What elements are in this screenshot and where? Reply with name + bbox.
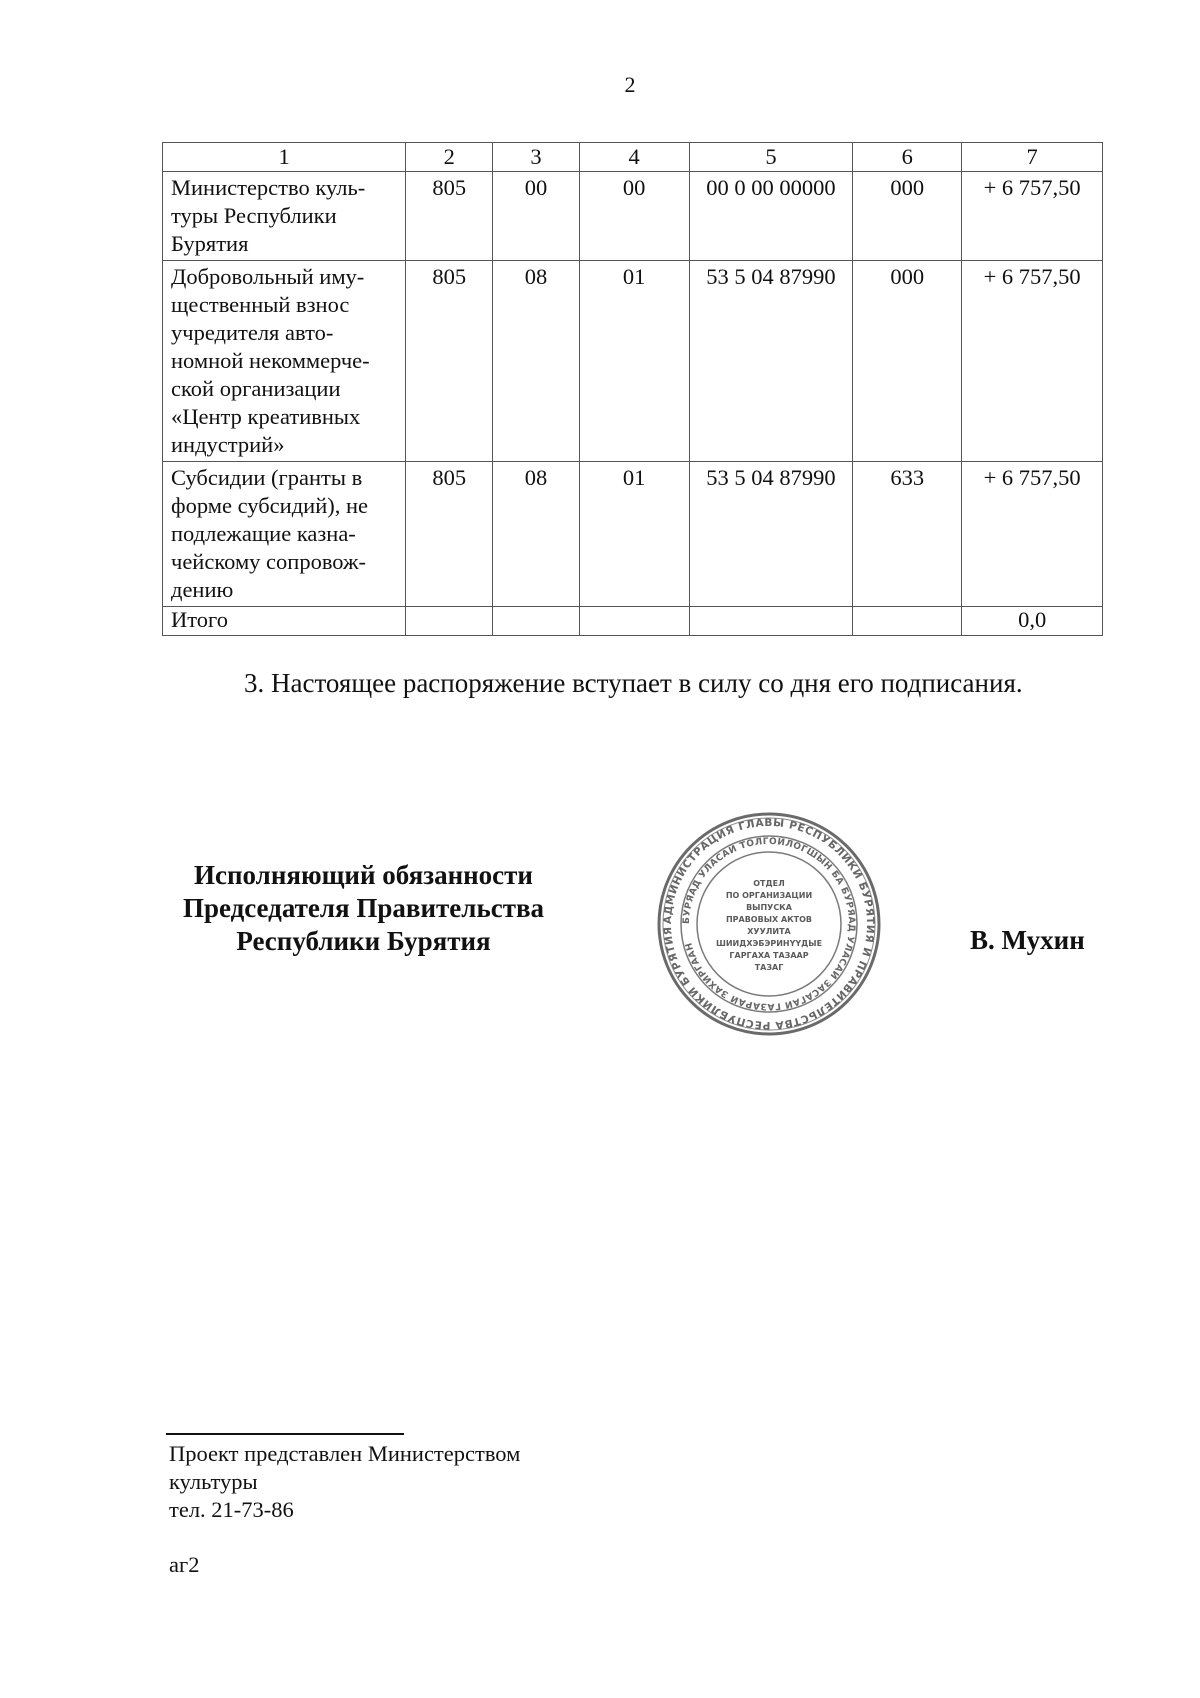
footnote-line: Проект представлен Министерством xyxy=(169,1441,521,1466)
stamp-center-line: ШИИДХЭБЭРИНҮҮДЫЕ xyxy=(715,939,823,948)
row-name-line: Министерство куль- xyxy=(171,175,366,200)
column-header: 7 xyxy=(962,143,1103,172)
table-total-row xyxy=(163,607,1103,636)
row-name-line: ской организации xyxy=(171,376,341,401)
empty-cell xyxy=(493,607,579,636)
row-name-cell xyxy=(163,172,406,261)
stamp-inner-text: БУРЯАД УЛАСАЙ ТОЛГОЙЛОГШЫН БА БУРЯАД УЛАСАЙ ЗАСАГАЙ ГАЗАРАЙ ЗАХИРГААН xyxy=(681,836,857,1012)
row-name-line: Добровольный иму- xyxy=(171,264,365,289)
target-article-cell: 53 5 04 87990 xyxy=(689,462,853,607)
column-header: 2 xyxy=(406,143,493,172)
clause-3-text: 3. Настоящее распоряжение вступает в силу со дня его подписания. xyxy=(244,668,1023,698)
footnote-line: культуры xyxy=(169,1469,258,1494)
ministry-code-cell: 805 xyxy=(406,261,493,462)
row-name-line: индустрий» xyxy=(171,432,285,457)
footnote-divider xyxy=(166,1433,404,1435)
amount-cell: + 6 757,50 xyxy=(962,462,1103,607)
stamp-center-line: ПО ОРГАНИЗАЦИИ xyxy=(725,891,813,900)
expense-type-cell: 000 xyxy=(853,172,962,261)
page-number: 2 xyxy=(624,72,636,97)
column-header: 3 xyxy=(493,143,579,172)
position-line: Республики Бурятия xyxy=(236,926,491,956)
row-name-line: Бурятия xyxy=(171,231,249,256)
stamp-center-line: ПРАВОВЫХ АКТОВ xyxy=(725,915,813,924)
row-name-cell xyxy=(163,462,406,607)
row-name-line: учредителя авто- xyxy=(171,320,334,345)
column-header: 1 xyxy=(163,143,406,172)
column-header: 6 xyxy=(853,143,962,172)
stamp-center-line: ВЫПУСКА xyxy=(746,903,792,912)
target-article-cell: 53 5 04 87990 xyxy=(689,261,853,462)
signer-name: В. Мухин xyxy=(970,925,1085,955)
row-name-cell xyxy=(163,261,406,462)
section-cell: 08 xyxy=(493,261,579,462)
stamp-center-line: ТАЗАГ xyxy=(754,963,784,972)
subsection-cell: 01 xyxy=(579,261,689,462)
amount-cell: + 6 757,50 xyxy=(962,172,1103,261)
empty-cell xyxy=(406,607,493,636)
stamp-center-line: ОТДЕЛ xyxy=(753,879,785,888)
row-name-line: номной некоммерче- xyxy=(171,348,370,373)
stamp-center-line: ГАРГАХА ТАЗААР xyxy=(729,951,809,960)
row-name-line: «Центр креативных xyxy=(171,404,361,429)
column-header: 4 xyxy=(579,143,689,172)
row-name-line: туры Республики xyxy=(171,203,337,228)
empty-cell xyxy=(579,607,689,636)
table-row xyxy=(163,462,1103,607)
ministry-code-cell: 805 xyxy=(406,172,493,261)
stamp-outer-text: АДМИНИСТРАЦИЯ ГЛАВЫ РЕСПУБЛИКИ БУРЯТИЯ И ПРАВИТЕЛЬСТВА РЕСПУБЛИКИ БУРЯТИЯ xyxy=(661,816,877,1032)
row-name-line: чейскому сопровож- xyxy=(171,549,367,574)
stamp-center-line: ХУУЛИТА xyxy=(747,927,791,936)
row-name-line: подлежащие казна- xyxy=(171,521,356,546)
amount-cell: + 6 757,50 xyxy=(962,261,1103,462)
svg-text:АДМИНИСТРАЦИЯ ГЛАВЫ РЕСПУБЛИКИ xyxy=(662,817,876,1031)
signatory-position xyxy=(166,859,561,958)
target-article-cell: 00 0 00 00000 xyxy=(689,172,853,261)
total-label-cell: Итого xyxy=(163,607,406,636)
empty-cell xyxy=(853,607,962,636)
ministry-code-cell: 805 xyxy=(406,462,493,607)
table-header-row xyxy=(163,143,1103,172)
table-row xyxy=(163,172,1103,261)
empty-cell xyxy=(689,607,853,636)
row-name-line: щественный взнос xyxy=(171,292,350,317)
subsection-cell: 00 xyxy=(579,172,689,261)
budget-table xyxy=(162,142,1103,636)
position-line: Исполняющий обязанности xyxy=(194,860,533,890)
total-value-cell: 0,0 xyxy=(962,607,1103,636)
expense-type-cell: 000 xyxy=(853,261,962,462)
document-code: аг2 xyxy=(169,1552,200,1577)
row-name-line: Субсидии (гранты в xyxy=(171,465,363,490)
section-cell: 00 xyxy=(493,172,579,261)
footnote xyxy=(169,1440,520,1524)
footnote-line: тел. 21-73-86 xyxy=(169,1497,294,1522)
table-row xyxy=(163,261,1103,462)
row-name-line: дению xyxy=(171,577,234,602)
section-cell: 08 xyxy=(493,462,579,607)
row-name-line: форме субсидий), не xyxy=(171,493,369,518)
position-line: Председателя Правительства xyxy=(182,893,545,923)
expense-type-cell: 633 xyxy=(853,462,962,607)
subsection-cell: 01 xyxy=(579,462,689,607)
official-seal-stamp xyxy=(655,810,883,1038)
column-header: 5 xyxy=(689,143,853,172)
